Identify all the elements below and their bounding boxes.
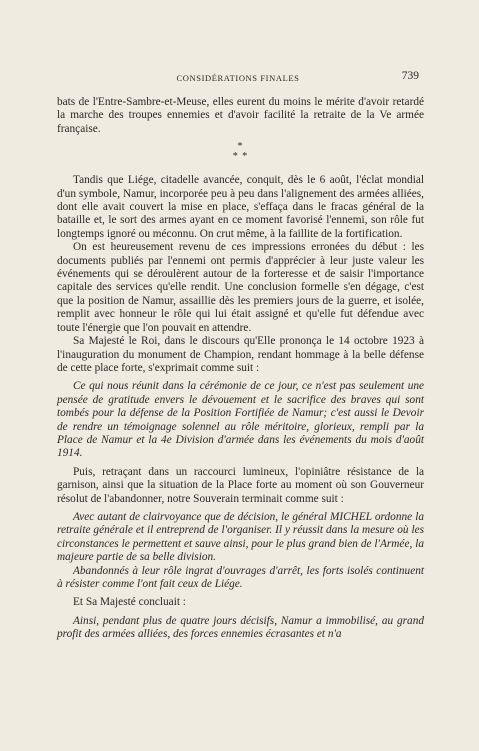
paragraph-3: On est heureusement revenu de ces impressions erronées du début : les documents publiés par l'ennemi ont permis d'apprécier à leur juste valeur les événements qui se déroulèrent autour de la forteresse et de saisir l'importance capitale des services qu'elle rendit. Une conclusion formelle s'en dégage, c'est que la position de Namur, assaillie dès les premiers jours de la guerre, et isolée, remplit avec honneur le rôle qui lui était assigné et qu'elle fut défendue avec toute l'énergie que l'on pouvait en attendre. xyxy=(57,241,424,334)
section-ornament xyxy=(57,142,424,162)
royal-quote-4: Ainsi, pendant plus de quatre jours décisifs, Namur a immobilisé, au grand profit des armées alliées, des forces ennemies écrasantes et n'a xyxy=(57,614,424,641)
paragraph-6: Et Sa Majesté concluait : xyxy=(73,596,186,609)
page-header xyxy=(57,70,419,86)
royal-quote-2: Avec autant de clairvoyance que de décision, le général MICHEL ordonne la retraite générale et il entreprend de l'organiser. Il y réussit dans la mesure où les circonstances le permettent et sauve ainsi, pour le plus grand bien de l'Armée, la majeure partie de sa belle division. xyxy=(57,510,424,564)
page-number: 739 xyxy=(401,70,419,82)
paragraph-2: Tandis que Liége, citadelle avancée, conquit, dès le 6 août, l'éclat mondial d'un symbole, Namur, incorporée peu à peu dans l'alignement des armées alliées, dont elle avait couvert la mise en place, s'effaça dans le fracas général de la bataille et, le sort des armes ayant en ce moment favorisé l'ennemi, son rôle fut longtemps ignoré ou méconnu. On crut même, à la faillite de la fortification. xyxy=(57,174,424,240)
running-title: CONSIDÉRATIONS FINALES xyxy=(176,73,300,83)
ornament-top: * xyxy=(237,141,244,153)
paragraph-4: Sa Majesté le Roi, dans le discours qu'Elle prononça le 14 octobre 1923 à l'inauguration du monument de Champion, rendant hommage à la belle défense de cette place forte, s'exprimait comme suit : xyxy=(57,335,424,374)
body-text xyxy=(57,96,424,642)
royal-quote-1: Ce qui nous réunit dans la cérémonie de ce jour, ce n'est pas seulement une pensée de gratitude envers le dévouement et le sacrifice des braves qui sont tombés pour la défense de la Position Fortifiée de Namur; c'est aussi le Devoir de rendre un témoignage solennel au rôle méritoire, glorieux, rempli par la Place de Namur et la 4e Division d'armée dans les événements du mois d'août 1914. xyxy=(57,380,424,460)
ornament-bottom: * * xyxy=(232,151,249,163)
paragraph-1: bats de l'Entre-Sambre-et-Meuse, elles eurent du moins le mérite d'avoir retardé la marche des troupes ennemies et d'avoir facilité la retraite de la Ve armée française. xyxy=(57,96,424,135)
royal-quote-3: Abandonnés à leur rôle ingrat d'ouvrages d'arrêt, les forts isolés continuent à résister comme l'ont fait ceux de Liége. xyxy=(57,564,424,590)
paragraph-5: Puis, retraçant dans un raccourci lumineux, l'opiniâtre résistance de la garnison, ainsi que la situation de la Place forte au moment où son Gouverneur résolut de l'abandonner, notre Souverain terminait comme suit : xyxy=(57,465,424,505)
